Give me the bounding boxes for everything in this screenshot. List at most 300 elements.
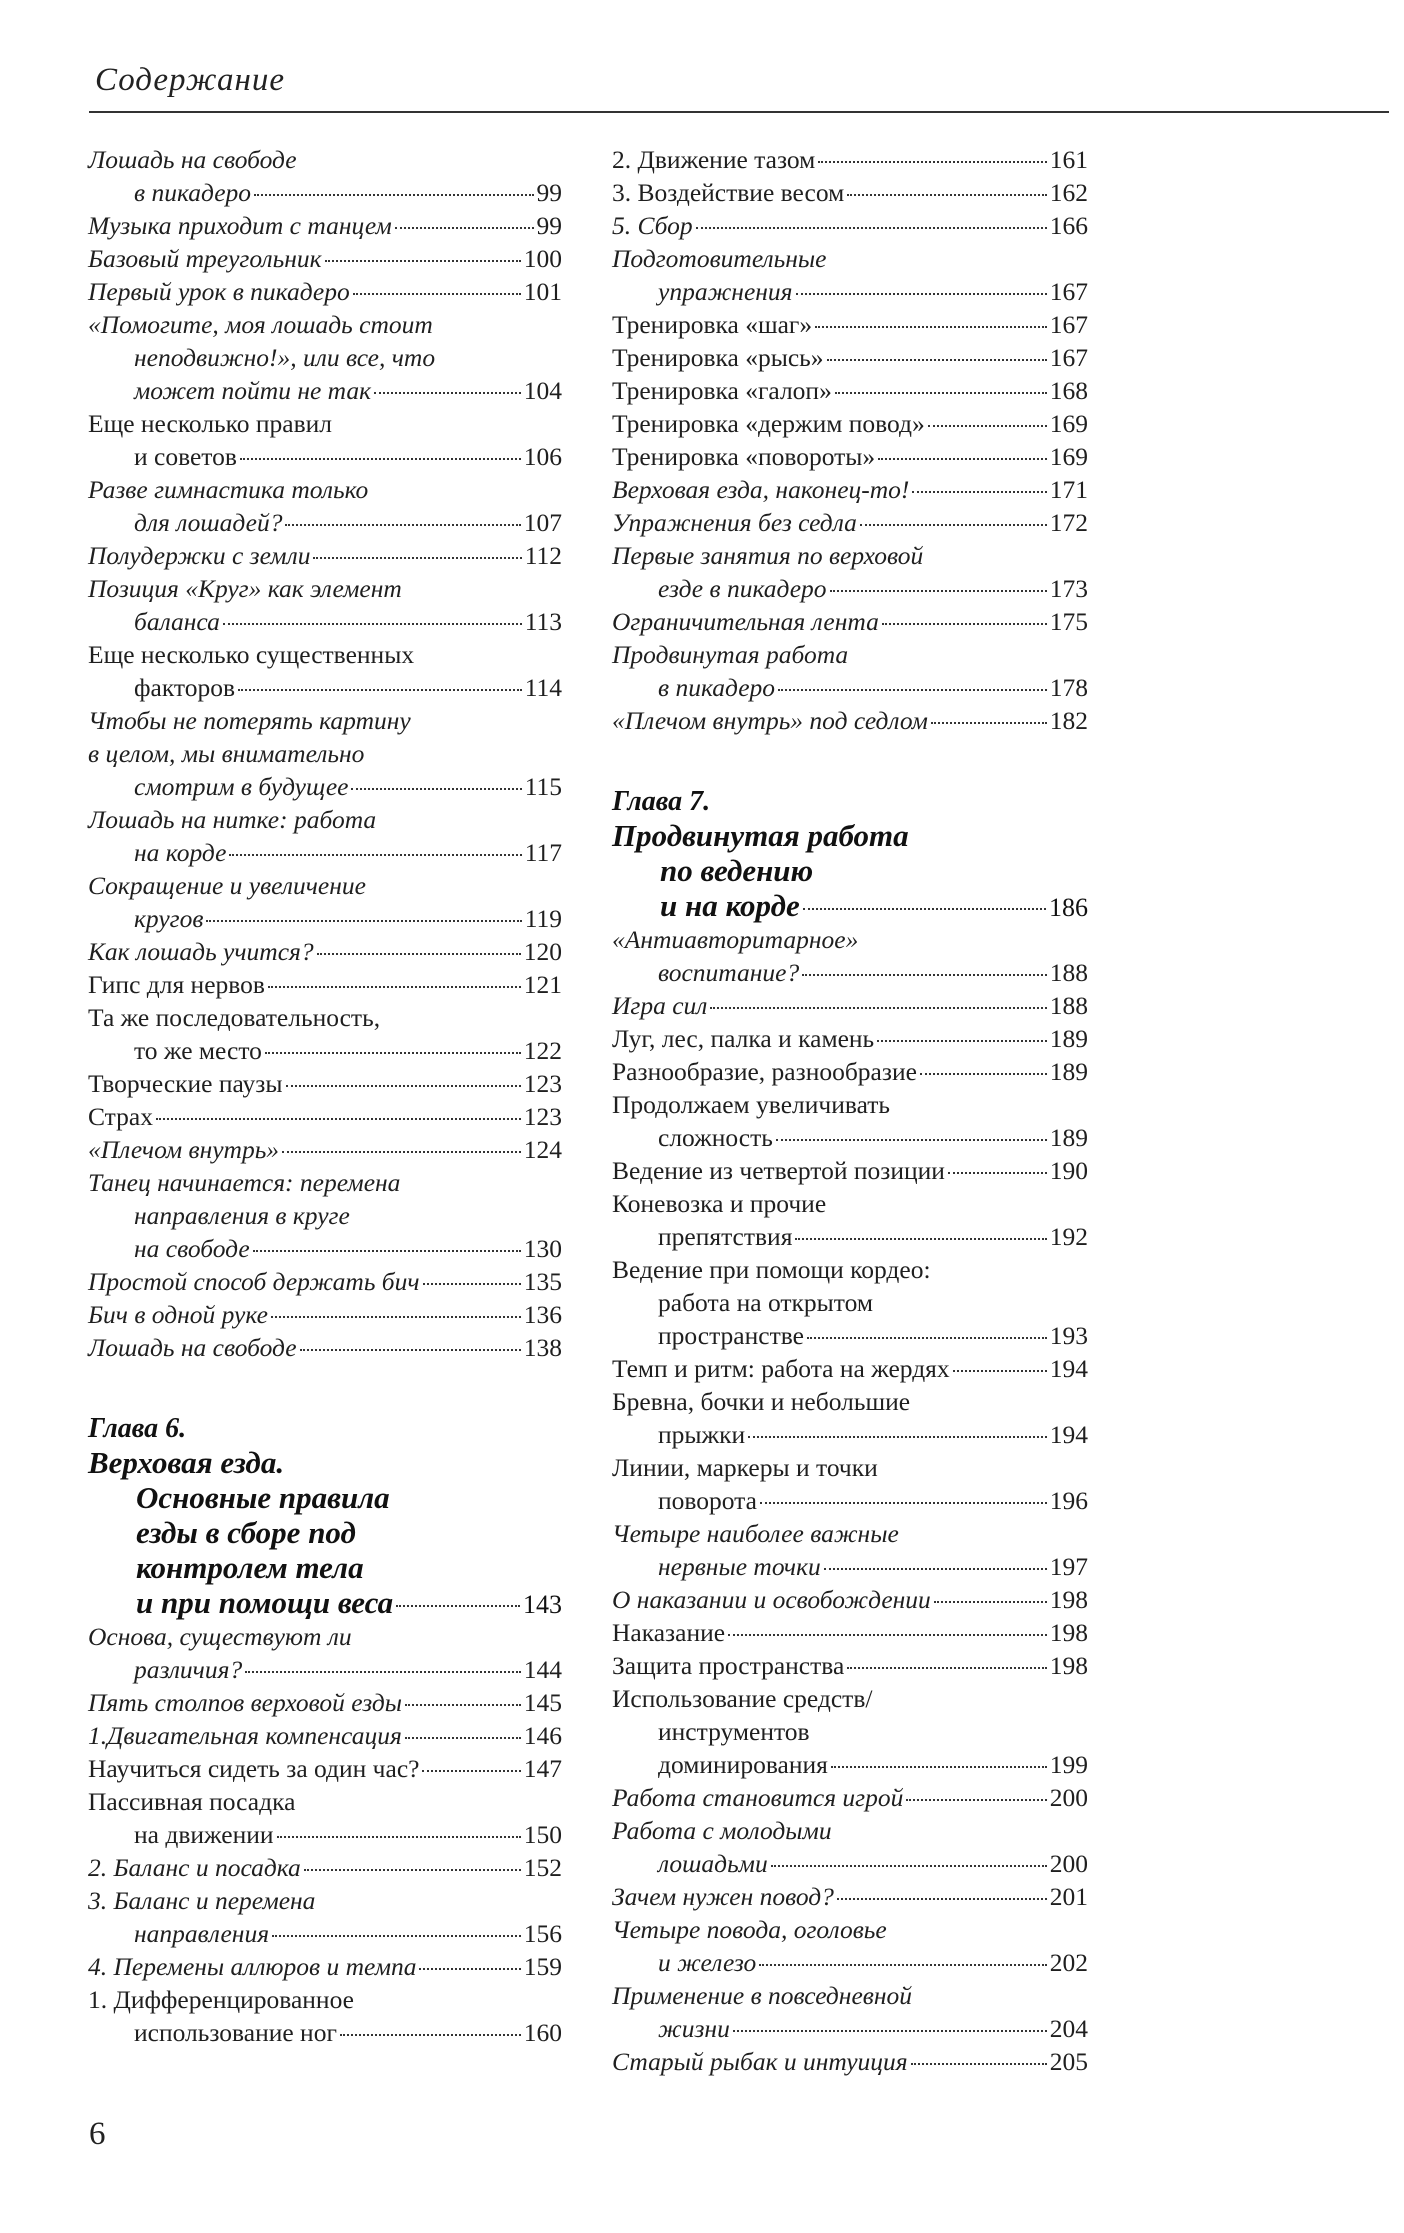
toc-entry[interactable]: [612, 923, 1088, 989]
page-ref: 200: [1049, 1783, 1088, 1812]
entry-line: то же место: [134, 1036, 262, 1065]
dot-leader: [696, 227, 1047, 229]
entry-line: Упражнения без седла: [612, 508, 857, 537]
dot-leader: [405, 1737, 521, 1739]
entry-line: Пассивная посадка: [88, 1787, 296, 1816]
entry-line: Тренировка «галоп»: [612, 376, 832, 405]
toc-entry[interactable]: [612, 1781, 1088, 1814]
page-ref: 192: [1049, 1222, 1088, 1251]
toc-entry[interactable]: [88, 638, 562, 704]
toc-entry[interactable]: [88, 968, 562, 1001]
entry-last-line: [88, 1298, 562, 1331]
dot-leader: [860, 524, 1047, 526]
page-ref: 198: [1049, 1651, 1088, 1680]
dot-leader: [818, 161, 1046, 163]
page-ref: 167: [1049, 343, 1088, 372]
dot-leader: [835, 392, 1047, 394]
entry-line: Ведение из четвертой позиции: [612, 1156, 945, 1185]
entry-line: Подготовительные: [612, 244, 827, 273]
chapter-title-line: Основные правила: [136, 1480, 390, 1515]
dot-leader: [351, 788, 521, 790]
dot-leader: [395, 227, 534, 229]
entry-line: Лошадь на свободе: [88, 1333, 297, 1362]
entry-last-line: [612, 1220, 1088, 1253]
toc-entry[interactable]: [88, 209, 562, 242]
entry-line: 3. Баланс и перемена: [88, 1886, 316, 1915]
entry-line: направления: [134, 1919, 270, 1948]
entry-last-line: [88, 1917, 562, 1950]
page-ref: 190: [1049, 1156, 1088, 1185]
entry-line: Работа с молодыми: [612, 1816, 832, 1845]
entry-last-line: [88, 1818, 562, 1851]
page-ref: 113: [524, 607, 562, 636]
page-ref: 166: [1049, 211, 1088, 240]
page-ref: 171: [1049, 475, 1088, 504]
toc-entry[interactable]: [612, 539, 1088, 605]
entry-last-line: [88, 1034, 562, 1067]
chapter-title-last-line: [612, 888, 1088, 923]
toc-entry[interactable]: [612, 1055, 1088, 1088]
entry-line: Музыка приходит с танцем: [88, 211, 392, 240]
toc-entry[interactable]: [612, 1352, 1088, 1385]
entry-last-line: [612, 1121, 1088, 1154]
toc-entry[interactable]: [88, 1686, 562, 1719]
toc-entry[interactable]: [88, 1884, 562, 1950]
entry-last-line: [612, 1583, 1088, 1616]
entry-last-line: [612, 143, 1088, 176]
entry-line: на корде: [134, 838, 227, 867]
entry-last-line: [88, 1265, 562, 1298]
entry-line: О наказании и освобождении: [612, 1585, 931, 1614]
toc-entry[interactable]: [612, 1154, 1088, 1187]
dot-leader: [733, 2030, 1047, 2032]
dot-leader: [317, 953, 521, 955]
dot-leader: [796, 293, 1047, 295]
page-ref: 194: [1049, 1354, 1088, 1383]
chapter-label: Глава 7.: [612, 786, 711, 817]
entry-line: кругов: [134, 904, 204, 933]
entry-last-line: [88, 1752, 562, 1785]
dot-leader: [206, 920, 521, 922]
entry-last-line: [612, 605, 1088, 638]
dot-leader: [771, 1865, 1047, 1867]
page-ref: 194: [1049, 1420, 1088, 1449]
toc-entry[interactable]: [88, 1950, 562, 1983]
toc-entry[interactable]: [88, 803, 562, 869]
page-ref: 136: [523, 1300, 562, 1329]
toc-entry[interactable]: [612, 209, 1088, 242]
dot-leader: [878, 458, 1047, 460]
section-gap: [612, 737, 1088, 785]
toc-entry[interactable]: [612, 440, 1088, 473]
toc-entry[interactable]: [612, 1682, 1088, 1781]
toc-entry[interactable]: [612, 1451, 1088, 1517]
toc-entry[interactable]: [612, 1583, 1088, 1616]
page-ref: 198: [1049, 1618, 1088, 1647]
entry-last-line: [88, 1067, 562, 1100]
toc-entry[interactable]: [88, 704, 562, 803]
toc-column-left: [88, 143, 562, 2049]
entry-line: «Плечом внутрь» под седлом: [612, 706, 928, 735]
toc-entry[interactable]: [88, 1265, 562, 1298]
dot-leader: [776, 1139, 1047, 1141]
toc-entry[interactable]: [88, 473, 562, 539]
dot-leader: [419, 1968, 520, 1970]
entry-line: Основа, существуют ли: [88, 1622, 352, 1651]
toc-entry[interactable]: [612, 341, 1088, 374]
entry-line: в пикадеро: [134, 178, 252, 207]
entry-line: Старый рыбак и интуиция: [612, 2047, 908, 2076]
page-ref: 147: [523, 1754, 562, 1783]
dot-leader: [807, 1337, 1047, 1339]
entry-line: неподвижно!», или все, что: [134, 343, 436, 372]
toc-entry[interactable]: [612, 143, 1088, 176]
entry-line: для лошадей?: [134, 508, 283, 537]
page-ref: 199: [1049, 1750, 1088, 1779]
page-ref: 114: [524, 673, 562, 702]
entry-line: Продолжаем увеличивать: [612, 1090, 890, 1119]
entry-last-line: [612, 1484, 1088, 1517]
entry-line: 1.Двигательная компенсация: [88, 1721, 402, 1750]
chapter-title-line: и на корде: [660, 888, 800, 923]
page-ref: 107: [523, 508, 562, 537]
toc-entry[interactable]: [88, 935, 562, 968]
entry-line: Работа становится игрой: [612, 1783, 904, 1812]
entry-line: «Антиавторитарное»: [612, 925, 859, 954]
dot-leader: [268, 986, 521, 988]
entry-line: Применение в повседневной: [612, 1981, 912, 2010]
entry-line: на движении: [134, 1820, 274, 1849]
entry-last-line: [88, 968, 562, 1001]
toc-entry[interactable]: [612, 1814, 1088, 1880]
entry-last-line: [88, 1950, 562, 1983]
toc-entry[interactable]: [612, 605, 1088, 638]
dot-leader: [156, 1118, 521, 1120]
page-ref: 189: [1049, 1024, 1088, 1053]
entry-line: Зачем нужен повод?: [612, 1882, 834, 1911]
chapter-label: Глава 6.: [88, 1413, 187, 1444]
entry-line: Использование средств/: [612, 1684, 873, 1713]
dot-leader: [831, 1766, 1047, 1768]
dot-leader: [778, 689, 1047, 691]
toc-entry[interactable]: [612, 1913, 1088, 1979]
entry-last-line: [612, 671, 1088, 704]
entry-line: Лошадь на свободе: [88, 145, 297, 174]
dot-leader: [405, 1704, 521, 1706]
entry-line: Первый урок в пикадеро: [88, 277, 350, 306]
toc-entry[interactable]: [612, 1385, 1088, 1451]
dot-leader: [934, 1601, 1047, 1603]
toc-entry[interactable]: [612, 374, 1088, 407]
entry-last-line: [88, 506, 562, 539]
dot-leader: [245, 1671, 521, 1673]
entry-line: 2. Баланс и посадка: [88, 1853, 301, 1882]
toc-entry[interactable]: [88, 1620, 562, 1686]
page-ref: 186: [1049, 893, 1088, 922]
chapter-title[interactable]: [88, 1445, 562, 1620]
dot-leader: [803, 908, 1046, 910]
entry-line: различия?: [134, 1655, 243, 1684]
entry-last-line: [612, 572, 1088, 605]
toc-entry[interactable]: [88, 1851, 562, 1884]
dot-leader: [254, 194, 533, 196]
dot-leader: [759, 1964, 1046, 1966]
page-ref: 99: [536, 211, 562, 240]
toc-entry[interactable]: [612, 704, 1088, 737]
entry-last-line: [612, 440, 1088, 473]
entry-last-line: [612, 176, 1088, 209]
entry-line: Творческие паузы: [88, 1069, 283, 1098]
dot-leader: [285, 524, 520, 526]
toc-entry[interactable]: [88, 407, 562, 473]
page-ref: 173: [1049, 574, 1088, 603]
chapter-title-line: Продвинутая работа: [612, 818, 909, 853]
toc-entry[interactable]: [88, 572, 562, 638]
entry-last-line: [88, 836, 562, 869]
entry-line: Простой способ держать бич: [88, 1267, 420, 1296]
toc-entry[interactable]: [88, 275, 562, 308]
entry-last-line: [88, 671, 562, 704]
toc-entry[interactable]: [612, 1616, 1088, 1649]
page-ref: 160: [523, 2018, 562, 2047]
chapter-title-line: контролем тела: [136, 1550, 364, 1585]
page-ref: 189: [1049, 1123, 1088, 1152]
entry-last-line: [88, 1719, 562, 1752]
entry-line: Верховая езда, наконец-то!: [612, 475, 910, 504]
entry-last-line: [88, 902, 562, 935]
dot-leader: [710, 1007, 1046, 1009]
toc-entry[interactable]: [88, 1166, 562, 1265]
entry-line: Страх: [88, 1102, 153, 1131]
dot-leader: [253, 1250, 521, 1252]
toc-entry[interactable]: [88, 1719, 562, 1752]
entry-last-line: [88, 935, 562, 968]
entry-line: Базовый треугольник: [88, 244, 322, 273]
toc-entry[interactable]: [88, 1067, 562, 1100]
entry-last-line: [612, 989, 1088, 1022]
toc-entry[interactable]: [88, 1298, 562, 1331]
toc-entry[interactable]: [612, 1880, 1088, 1913]
page-ref: 193: [1049, 1321, 1088, 1350]
entry-line: Коневозка и прочие: [612, 1189, 827, 1218]
page-ref: 175: [1049, 607, 1088, 636]
toc-entry[interactable]: [612, 473, 1088, 506]
entry-line: Научиться сидеть за один час?: [88, 1754, 420, 1783]
dot-leader: [827, 359, 1047, 361]
entry-line: баланса: [134, 607, 220, 636]
toc-entry[interactable]: [612, 308, 1088, 341]
toc-entry[interactable]: [88, 1983, 562, 2049]
entry-last-line: [612, 1616, 1088, 1649]
entry-line: Четыре повода, оголовье: [612, 1915, 887, 1944]
dot-leader: [423, 1283, 521, 1285]
page-ref: 117: [524, 838, 562, 867]
entry-line: Тренировка «держим повод»: [612, 409, 925, 438]
entry-last-line: [88, 176, 562, 209]
toc-entry[interactable]: [612, 638, 1088, 704]
entry-last-line: [88, 242, 562, 275]
page-ref: 172: [1049, 508, 1088, 537]
entry-last-line: [612, 1055, 1088, 1088]
page-ref: 146: [523, 1721, 562, 1750]
entry-line: лошадьми: [658, 1849, 768, 1878]
entry-line: Тренировка «рысь»: [612, 343, 824, 372]
page-ref: 200: [1049, 1849, 1088, 1878]
entry-line: Сокращение и увеличение: [88, 871, 366, 900]
dot-leader: [911, 2063, 1047, 2065]
entry-last-line: [88, 605, 562, 638]
chapter-title-line: Верховая езда.: [88, 1445, 285, 1480]
toc-entry[interactable]: [612, 1187, 1088, 1253]
toc-entry[interactable]: [612, 2045, 1088, 2078]
entry-last-line: [88, 1686, 562, 1719]
dot-leader: [948, 1172, 1047, 1174]
page-ref: 100: [523, 244, 562, 273]
page-ref: 188: [1049, 958, 1088, 987]
entry-last-line: [612, 1550, 1088, 1583]
page-ref: 99: [536, 178, 562, 207]
entry-last-line: [612, 2012, 1088, 2045]
page-ref: 182: [1049, 706, 1088, 735]
page-ref: 161: [1049, 145, 1088, 174]
toc-entry[interactable]: [612, 989, 1088, 1022]
entry-last-line: [612, 1352, 1088, 1385]
dot-leader: [760, 1502, 1047, 1504]
entry-line: Еще несколько существенных: [88, 640, 415, 669]
entry-line: может пойти не так: [134, 376, 372, 405]
page-ref: 162: [1049, 178, 1088, 207]
toc-entry[interactable]: [612, 1253, 1088, 1352]
toc-entry[interactable]: [612, 1088, 1088, 1154]
dot-leader: [928, 425, 1047, 427]
entry-last-line: [612, 1847, 1088, 1880]
entry-line: Игра сил: [612, 991, 708, 1020]
entry-line: «Помогите, моя лошадь стоит: [88, 310, 433, 339]
entry-last-line: [612, 1022, 1088, 1055]
entry-last-line: [612, 1418, 1088, 1451]
page-ref: 119: [524, 904, 562, 933]
toc-entry[interactable]: [612, 1022, 1088, 1055]
dot-leader: [304, 1869, 521, 1871]
dot-leader: [271, 1316, 521, 1318]
toc-entry[interactable]: [612, 1649, 1088, 1682]
toc-entry[interactable]: [88, 869, 562, 935]
entry-line: и советов: [134, 442, 237, 471]
toc-entry[interactable]: [612, 1979, 1088, 2045]
entry-last-line: [88, 1331, 562, 1364]
entry-line: Лошадь на нитке: работа: [88, 805, 377, 834]
entry-last-line: [612, 473, 1088, 506]
section-gap: [88, 1364, 562, 1412]
toc-entry[interactable]: [88, 1785, 562, 1851]
header-rule: [89, 111, 1389, 113]
page-ref: 156: [523, 1919, 562, 1948]
dot-leader: [847, 1667, 1046, 1669]
entry-line: 4. Перемены аллюров и темпа: [88, 1952, 417, 1981]
entry-last-line: [88, 539, 562, 572]
entry-line: факторов: [134, 673, 235, 702]
entry-line: Бич в одной руке: [88, 1300, 268, 1329]
page-ref: 189: [1049, 1057, 1088, 1086]
toc-entry[interactable]: [88, 242, 562, 275]
entry-last-line: [88, 1851, 562, 1884]
dot-leader: [748, 1436, 1047, 1438]
dot-leader: [313, 557, 521, 559]
toc-entry[interactable]: [88, 1001, 562, 1067]
entry-last-line: [612, 1946, 1088, 1979]
page-ref: 138: [523, 1333, 562, 1362]
page-ref: 123: [523, 1069, 562, 1098]
dot-leader: [802, 974, 1047, 976]
entry-line: пространстве: [658, 1321, 804, 1350]
toc-entry[interactable]: [88, 1100, 562, 1133]
entry-line: нервные точки: [658, 1552, 821, 1581]
dot-leader: [223, 623, 522, 625]
dot-leader: [847, 194, 1047, 196]
entry-line: Разнообразие, разнообразие: [612, 1057, 917, 1086]
chapter-title[interactable]: [612, 818, 1088, 923]
toc-entry[interactable]: [88, 1331, 562, 1364]
page-ref: 168: [1049, 376, 1088, 405]
entry-last-line: [88, 209, 562, 242]
entry-line: Гипс для нервов: [88, 970, 265, 999]
entry-last-line: [612, 1649, 1088, 1682]
dot-leader: [837, 1898, 1047, 1900]
dot-leader: [286, 1085, 521, 1087]
page-ref: 205: [1049, 2047, 1088, 2076]
entry-line: Танец начинается: перемена: [88, 1168, 401, 1197]
dot-leader: [272, 1935, 521, 1937]
entry-line: упражнения: [658, 277, 793, 306]
page-ref: 159: [523, 1952, 562, 1981]
page-ref: 197: [1049, 1552, 1088, 1581]
entry-last-line: [612, 275, 1088, 308]
toc-entry[interactable]: [612, 176, 1088, 209]
dot-leader: [277, 1836, 521, 1838]
toc-entry[interactable]: [88, 308, 562, 407]
dot-leader: [912, 491, 1046, 493]
toc-entry[interactable]: [88, 1133, 562, 1166]
entry-line: Разве гимнастика только: [88, 475, 369, 504]
toc-entry[interactable]: [612, 242, 1088, 308]
page-ref: 196: [1049, 1486, 1088, 1515]
page-ref: 145: [523, 1688, 562, 1717]
page-ref: 169: [1049, 442, 1088, 471]
toc-entry[interactable]: [612, 506, 1088, 539]
entry-line: воспитание?: [658, 958, 800, 987]
entry-last-line: [612, 1319, 1088, 1352]
page-ref: 123: [523, 1102, 562, 1131]
dot-leader: [728, 1634, 1047, 1636]
dot-leader: [374, 392, 521, 394]
entry-line: в пикадеро: [658, 673, 776, 702]
dot-leader: [953, 1370, 1047, 1372]
page-ref: 150: [523, 1820, 562, 1849]
entry-line: Продвинутая работа: [612, 640, 849, 669]
entry-last-line: [612, 1781, 1088, 1814]
page-ref: 115: [524, 772, 562, 801]
dot-leader: [265, 1052, 521, 1054]
toc-entry[interactable]: [612, 1517, 1088, 1583]
entry-line: Наказание: [612, 1618, 726, 1647]
page-ref: 112: [524, 541, 562, 570]
toc-entry[interactable]: [88, 143, 562, 209]
toc-entry[interactable]: [612, 407, 1088, 440]
toc-entry[interactable]: [88, 1752, 562, 1785]
entry-last-line: [88, 1133, 562, 1166]
toc-entry[interactable]: [88, 539, 562, 572]
dot-leader: [422, 1770, 520, 1772]
